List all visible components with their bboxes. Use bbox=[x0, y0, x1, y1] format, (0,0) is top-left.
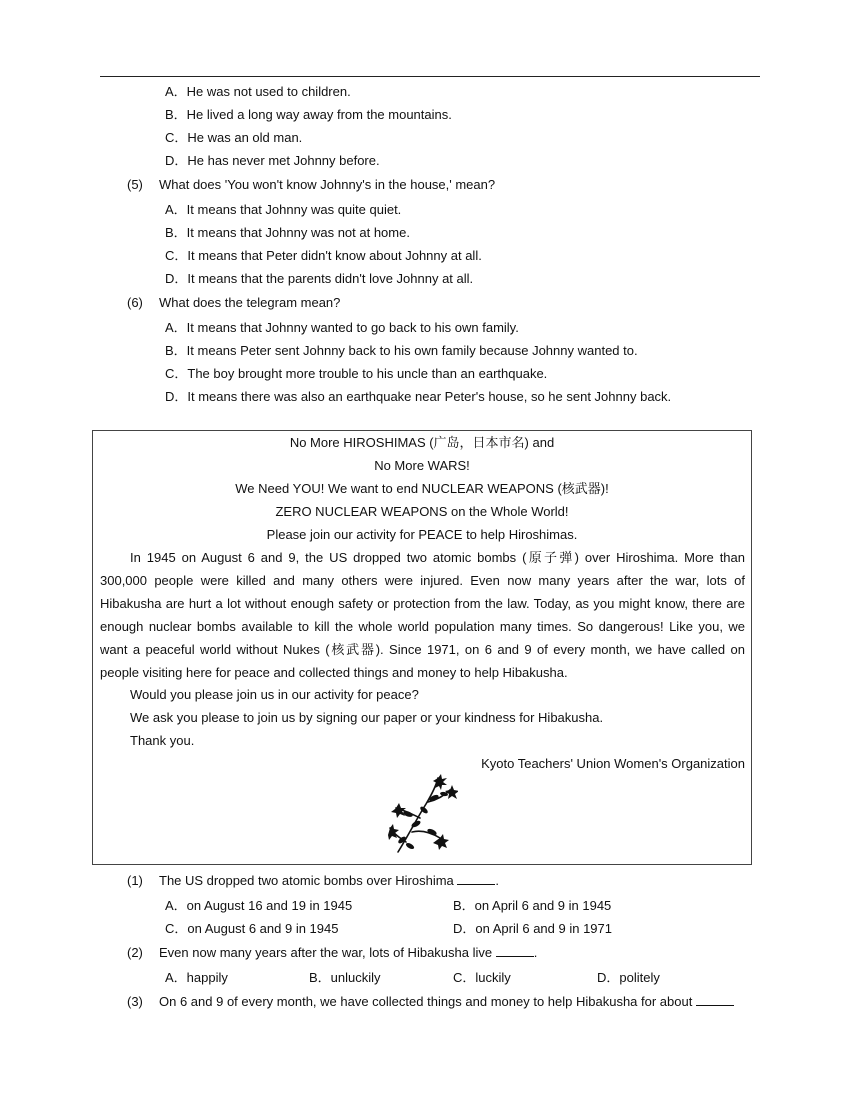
signature: Kyoto Teachers' Union Women's Organization bbox=[481, 756, 745, 771]
question-text: The US dropped two atomic bombs over Hiroshima . bbox=[159, 873, 500, 888]
question-text: What does the telegram mean? bbox=[159, 295, 341, 310]
passage-heading: No More WARS! bbox=[374, 458, 470, 473]
question-text: On 6 and 9 of every month, we have collected things and money to help Hibakusha for about bbox=[159, 994, 734, 1010]
question-number: (5) bbox=[127, 177, 143, 192]
question-number: (2) bbox=[127, 945, 143, 960]
option-a: A．happily bbox=[165, 970, 228, 985]
option-c: C．luckily bbox=[453, 970, 511, 985]
option-d: D．It means there was also an earthquake near Peter's house, so he sent Johnny back. bbox=[165, 389, 672, 404]
option-a: A．It means that Johnny was quite quiet. bbox=[165, 202, 402, 217]
question-number: (1) bbox=[127, 873, 143, 888]
answer-blank[interactable] bbox=[696, 994, 734, 1006]
answer-blank[interactable] bbox=[457, 873, 495, 885]
option-d: D．He has never met Johnny before. bbox=[165, 153, 380, 168]
option-c: C．He was an old man. bbox=[165, 130, 303, 145]
option-d: D．on April 6 and 9 in 1971 bbox=[453, 921, 612, 936]
option-b: B．on April 6 and 9 in 1945 bbox=[453, 898, 612, 913]
option-a: A．He was not used to children. bbox=[165, 84, 351, 99]
option-b: B．It means that Johnny was not at home. bbox=[165, 225, 410, 240]
passage-line: Would you please join us in our activity for peace? bbox=[130, 687, 419, 702]
option-b: B．It means Peter sent Johnny back to his own family because Johnny wanted to. bbox=[165, 343, 638, 358]
passage-line: Thank you. bbox=[130, 733, 195, 748]
option-a: A．on August 16 and 19 in 1945 bbox=[165, 898, 353, 913]
passage-heading: No More HIROSHIMAS (广岛，日本市名) and bbox=[289, 435, 555, 450]
question-text: What does 'You won't know Johnny's in the house,' mean? bbox=[159, 177, 496, 192]
question-text: Even now many years after the war, lots of Hibakusha live . bbox=[159, 945, 538, 960]
option-b: B．unluckily bbox=[309, 970, 381, 985]
option-d: D．politely bbox=[597, 970, 660, 985]
answer-blank[interactable] bbox=[496, 945, 534, 957]
option-c: C．on August 6 and 9 in 1945 bbox=[165, 921, 339, 936]
option-a: A．It means that Johnny wanted to go back to his own family. bbox=[165, 320, 519, 335]
passage-heading: ZERO NUCLEAR WEAPONS on the Whole World! bbox=[275, 504, 569, 519]
question-number: (3) bbox=[127, 994, 143, 1009]
question-number: (6) bbox=[127, 295, 143, 310]
passage-heading: Please join our activity for PEACE to help Hiroshimas. bbox=[266, 527, 578, 542]
header-rule bbox=[100, 76, 760, 77]
passage-line: We ask you please to join us by signing our paper or your kindness for Hibakusha. bbox=[130, 710, 604, 725]
option-d: D．It means that the parents didn't love Johnny at all. bbox=[165, 271, 474, 286]
option-c: C．The boy brought more trouble to his uncle than an earthquake. bbox=[165, 366, 548, 381]
option-b: B．He lived a long way away from the mountains. bbox=[165, 107, 452, 122]
option-c: C．It means that Peter didn't know about Johnny at all. bbox=[165, 248, 482, 263]
paragraph-text: In 1945 on August 6 and 9, the US dropped two atomic bombs (原子弹) over Hiroshima. More than 300,000 people were killed and many others were injured. Even now many years after the war, lots of Hibakusha are hurt a lot without enough safety or protection from the law. Today, as you might know, there are enough nuclear bombs available to kill the whole world population many times. So dangerous! Like you, we want a peaceful world without Nukes (核武器). Since 1971, on 6 and 9 of every month, we have called on people visiting here for peace and collected things and money to help Hibakusha. bbox=[100, 550, 745, 680]
passage-heading: We Need YOU! We want to end NUCLEAR WEAPONS (核武器)! bbox=[235, 481, 609, 496]
flower-branch-icon bbox=[386, 774, 458, 856]
passage-paragraph bbox=[100, 546, 745, 684]
